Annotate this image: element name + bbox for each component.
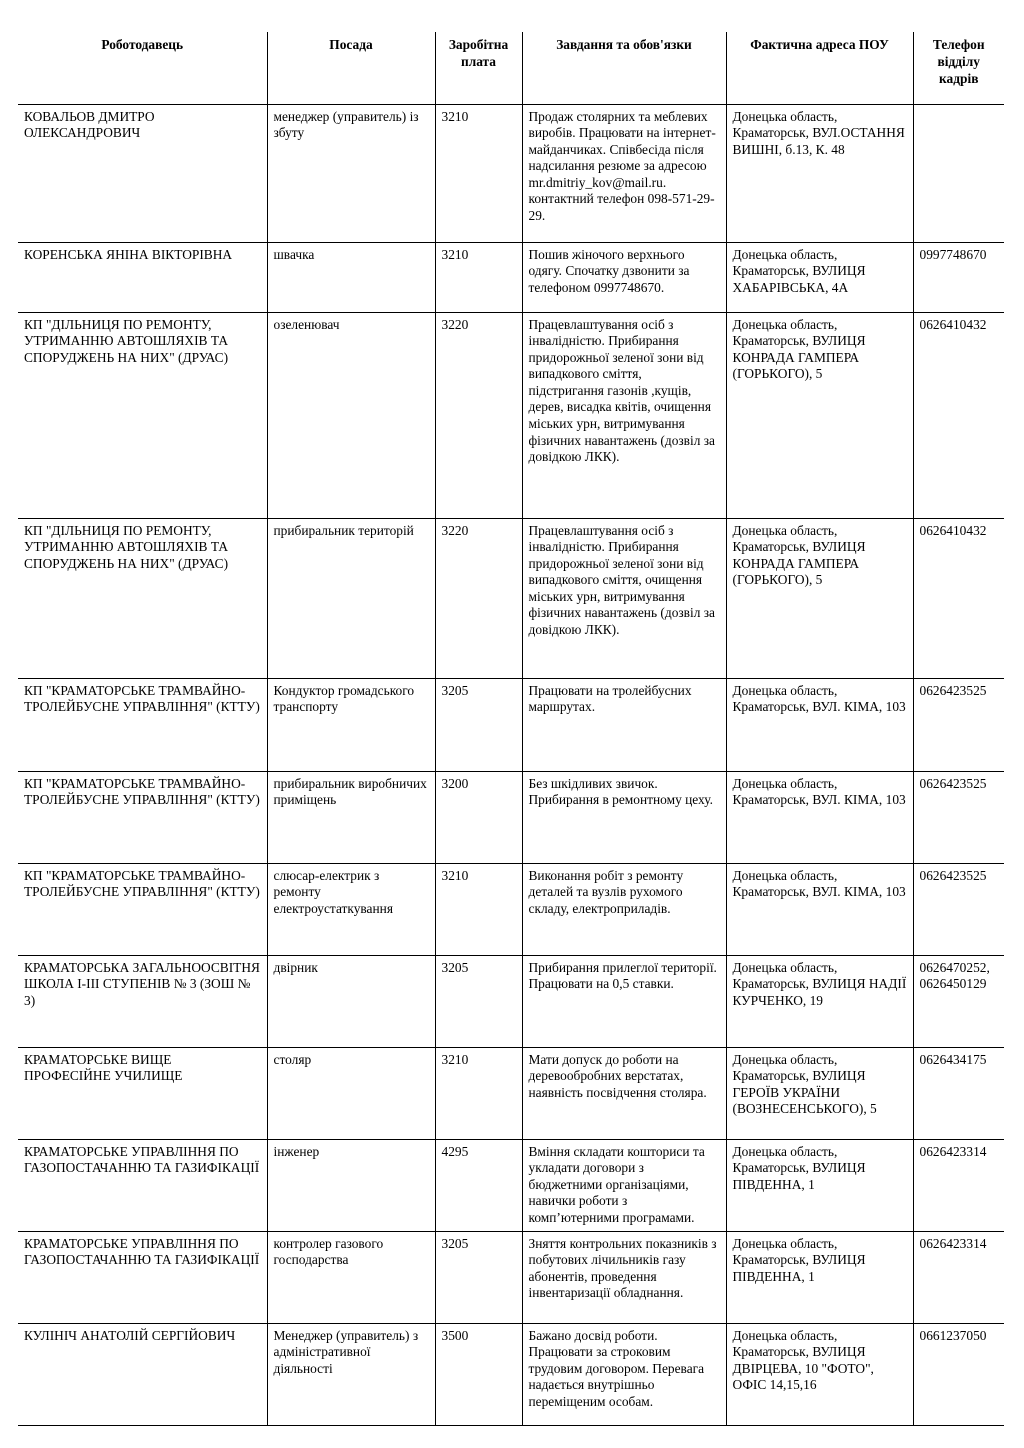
cell-address: Донецька область, Краматорськ, ВУЛ. КІМА, 103: [726, 863, 913, 955]
table-row: [18, 1047, 1004, 1139]
cell-address: Донецька область, Краматорськ, ВУЛИЦЯ ДВІРЦЕВА, 10 "ФОТО", ОФІС 14,15,16: [726, 1323, 913, 1425]
cell-address: Донецька область, Краматорськ, ВУЛИЦЯ КОНРАДА ГАМПЕРА (ГОРЬКОГО), 5: [726, 312, 913, 518]
table-row: [18, 955, 1004, 1047]
table-row: [18, 771, 1004, 863]
header-employer: Роботодавець: [18, 32, 267, 104]
cell-employer: КП "ДІЛЬНИЦЯ ПО РЕМОНТУ, УТРИМАННЮ АВТОШЛЯХІВ ТА СПОРУДЖЕНЬ НА НИХ" (ДРУАС): [18, 518, 267, 678]
table-row: [18, 1231, 1004, 1323]
cell-employer: КРАМАТОРСЬКА ЗАГАЛЬНООСВІТНЯ ШКОЛА І-ІІІ СТУПЕНІВ № 3 (ЗОШ № 3): [18, 955, 267, 1047]
cell-phone: 0626423314: [913, 1231, 1004, 1323]
cell-position: Кондуктор громадського транспорту: [267, 678, 435, 771]
vacancy-table: [18, 32, 1004, 1426]
cell-phone: 0626423525: [913, 863, 1004, 955]
cell-phone: 0626410432: [913, 518, 1004, 678]
cell-salary: 3205: [435, 1231, 522, 1323]
table-row: [18, 312, 1004, 518]
cell-salary: 3200: [435, 771, 522, 863]
cell-address: Донецька область, Краматорськ, ВУЛ. КІМА, 103: [726, 678, 913, 771]
cell-address: Донецька область, Краматорськ, ВУЛИЦЯ ХАБАРІВСЬКА, 4А: [726, 242, 913, 312]
cell-position: інженер: [267, 1139, 435, 1231]
cell-position: слюсар-електрик з ремонту електроустаткування: [267, 863, 435, 955]
cell-duties: Прибирання прилеглої території. Працювати на 0,5 ставки.: [522, 955, 726, 1047]
cell-employer: КРАМАТОРСЬКЕ ВИЩЕ ПРОФЕСІЙНЕ УЧИЛИЩЕ: [18, 1047, 267, 1139]
cell-phone: 0626423525: [913, 771, 1004, 863]
table-row: [18, 863, 1004, 955]
cell-duties: Виконання робіт з ремонту деталей та вузлів рухомого складу, електроприладів.: [522, 863, 726, 955]
cell-position: столяр: [267, 1047, 435, 1139]
cell-duties: Працювати на тролейбусних маршрутах.: [522, 678, 726, 771]
cell-salary: 3205: [435, 678, 522, 771]
cell-duties: Працевлаштування осіб з інвалідністю. Прибирання придорожньої зеленої зони від випадкового сміття, підстригання газонів ,кущів, дерев, висадка квітів, очищення міських урн, витримування фізичних навантажень (дозвіл за довідкою ЛКК).: [522, 312, 726, 518]
cell-address: Донецька область, Краматорськ, ВУЛ. КІМА, 103: [726, 771, 913, 863]
cell-duties: Без шкідливих звичок. Прибирання в ремонтному цеху.: [522, 771, 726, 863]
cell-duties: Бажано досвід роботи. Працювати за строковим трудовим договором. Перевага надається внутрішньо переміщеним особам.: [522, 1323, 726, 1425]
cell-position: контролер газового господарства: [267, 1231, 435, 1323]
cell-salary: 3205: [435, 955, 522, 1047]
table-header-row: [18, 32, 1004, 104]
cell-phone: 0626423525: [913, 678, 1004, 771]
cell-duties: Пошив жіночого верхнього одягу. Спочатку дзвонити за телефоном 0997748670.: [522, 242, 726, 312]
cell-phone: 0626423314: [913, 1139, 1004, 1231]
table-row: [18, 104, 1004, 242]
cell-duties: Вміння складати кошториси та укладати договори з бюджетними організаціями, навички роботи з комп’ютерними програмами.: [522, 1139, 726, 1231]
cell-employer: КП "КРАМАТОРСЬКЕ ТРАМВАЙНО-ТРОЛЕЙБУСНЕ УПРАВЛІННЯ" (КТТУ): [18, 678, 267, 771]
cell-position: менеджер (управитель) із збуту: [267, 104, 435, 242]
cell-salary: 3210: [435, 242, 522, 312]
cell-employer: КРАМАТОРСЬКЕ УПРАВЛІННЯ ПО ГАЗОПОСТАЧАННЮ ТА ГАЗИФІКАЦІЇ: [18, 1139, 267, 1231]
cell-duties: Працевлаштування осіб з інвалідністю. Прибирання придорожньої зеленої зони від випадкового сміття, очищення міських урн, витримування фізичних навантажень (дозвіл за довідкою ЛКК).: [522, 518, 726, 678]
cell-salary: 4295: [435, 1139, 522, 1231]
cell-employer: КРАМАТОРСЬКЕ УПРАВЛІННЯ ПО ГАЗОПОСТАЧАННЮ ТА ГАЗИФІКАЦІЇ: [18, 1231, 267, 1323]
cell-employer: КОРЕНСЬКА ЯНІНА ВІКТОРІВНА: [18, 242, 267, 312]
cell-duties: Продаж столярних та меблевих виробів. Працювати на інтернет-майданчиках. Співбесіда після надсилання резюме за адресою mr.dmitriy_kov@mail.ru. контактний телефон 098-571-29-29.: [522, 104, 726, 242]
cell-duties: Зняття контрольних показників з побутових лічильників газу абонентів, проведення інвентаризації обладнання.: [522, 1231, 726, 1323]
cell-position: двірник: [267, 955, 435, 1047]
cell-phone: 0626470252, 0626450129: [913, 955, 1004, 1047]
cell-employer: КП "КРАМАТОРСЬКЕ ТРАМВАЙНО-ТРОЛЕЙБУСНЕ УПРАВЛІННЯ" (КТТУ): [18, 863, 267, 955]
cell-salary: 3220: [435, 312, 522, 518]
cell-position: прибиральник виробничих приміщень: [267, 771, 435, 863]
cell-position: швачка: [267, 242, 435, 312]
header-salary: Заробітна плата: [435, 32, 522, 104]
table-row: [18, 518, 1004, 678]
header-address: Фактична адреса ПОУ: [726, 32, 913, 104]
cell-phone: 0661237050: [913, 1323, 1004, 1425]
cell-address: Донецька область, Краматорськ, ВУЛИЦЯ НАДІЇ КУРЧЕНКО, 19: [726, 955, 913, 1047]
cell-address: Донецька область, Краматорськ, ВУЛИЦЯ ПІВДЕННА, 1: [726, 1139, 913, 1231]
header-phone: Телефон відділу кадрів: [913, 32, 1004, 104]
cell-phone: 0626410432: [913, 312, 1004, 518]
cell-salary: 3220: [435, 518, 522, 678]
table-row: [18, 242, 1004, 312]
cell-address: Донецька область, Краматорськ, ВУЛИЦЯ КОНРАДА ГАМПЕРА (ГОРЬКОГО), 5: [726, 518, 913, 678]
table-row: [18, 1323, 1004, 1425]
cell-salary: 3500: [435, 1323, 522, 1425]
cell-salary: 3210: [435, 1047, 522, 1139]
cell-phone: [913, 104, 1004, 242]
table-row: [18, 678, 1004, 771]
cell-employer: КП "ДІЛЬНИЦЯ ПО РЕМОНТУ, УТРИМАННЮ АВТОШЛЯХІВ ТА СПОРУДЖЕНЬ НА НИХ" (ДРУАС): [18, 312, 267, 518]
cell-address: Донецька область, Краматорськ, ВУЛИЦЯ ПІВДЕННА, 1: [726, 1231, 913, 1323]
cell-address: Донецька область, Краматорськ, ВУЛИЦЯ ГЕРОЇВ УКРАЇНИ (ВОЗНЕСЕНСЬКОГО), 5: [726, 1047, 913, 1139]
cell-employer: КУЛІНІЧ АНАТОЛІЙ СЕРГІЙОВИЧ: [18, 1323, 267, 1425]
cell-phone: 0626434175: [913, 1047, 1004, 1139]
cell-duties: Мати допуск до роботи на деревообробних верстатах, наявність посвідчення столяра.: [522, 1047, 726, 1139]
cell-salary: 3210: [435, 104, 522, 242]
cell-salary: 3210: [435, 863, 522, 955]
header-duties: Завдання та обов'язки: [522, 32, 726, 104]
cell-employer: КОВАЛЬОВ ДМИТРО ОЛЕКСАНДРОВИЧ: [18, 104, 267, 242]
header-position: Посада: [267, 32, 435, 104]
cell-phone: 0997748670: [913, 242, 1004, 312]
cell-employer: КП "КРАМАТОРСЬКЕ ТРАМВАЙНО-ТРОЛЕЙБУСНЕ УПРАВЛІННЯ" (КТТУ): [18, 771, 267, 863]
cell-address: Донецька область, Краматорськ, ВУЛ.ОСТАННЯ ВИШНІ, б.13, К. 48: [726, 104, 913, 242]
cell-position: озеленювач: [267, 312, 435, 518]
cell-position: Менеджер (управитель) з адміністративної діяльності: [267, 1323, 435, 1425]
table-row: [18, 1139, 1004, 1231]
cell-position: прибиральник територій: [267, 518, 435, 678]
